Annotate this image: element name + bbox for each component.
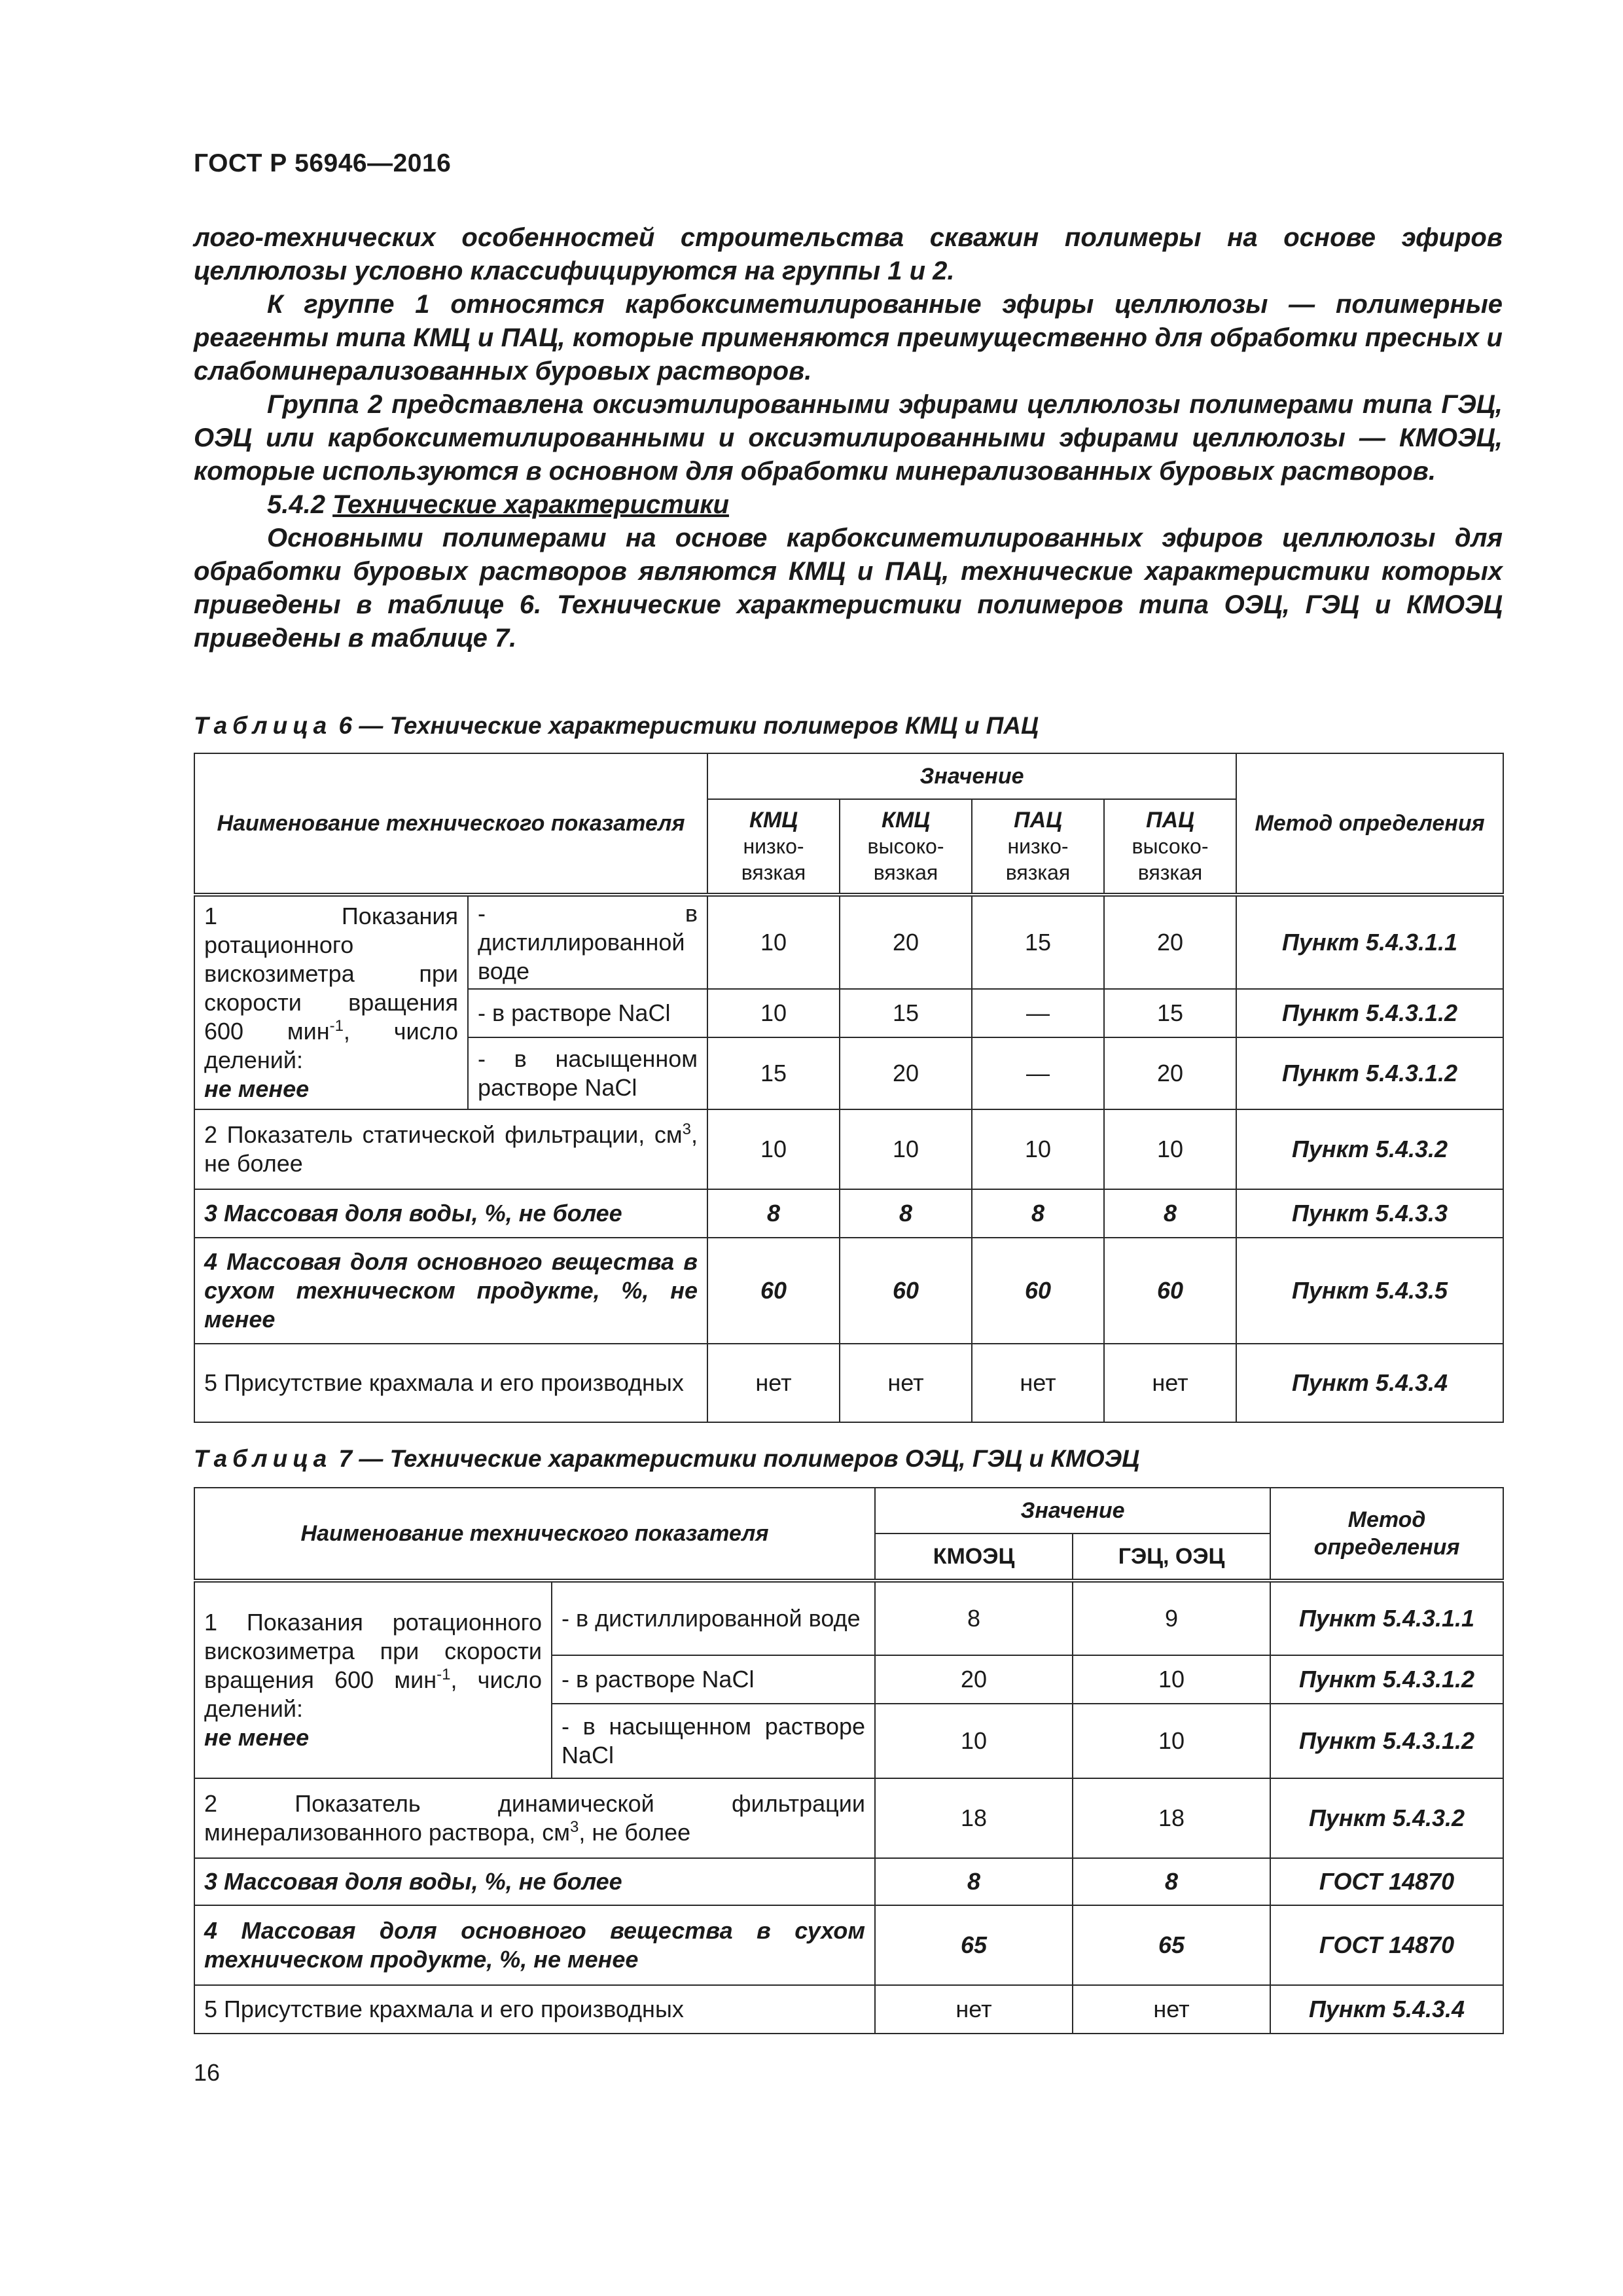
table6-header-value: Значение xyxy=(707,753,1236,799)
table7-row2-label: 2 Показатель динамической фильтрации минерализованного раствора, $см^3$, не более xyxy=(194,1778,875,1858)
table-cell: 9 xyxy=(1073,1581,1270,1655)
method-cell: Пункт 5.4.3.1.2 xyxy=(1236,1037,1503,1109)
table-cell: 10 xyxy=(707,1109,840,1189)
table-cell: 15 xyxy=(840,989,972,1037)
table-cell: 10 xyxy=(972,1109,1104,1189)
method-cell: Пункт 5.4.3.1.2 xyxy=(1270,1704,1503,1778)
table6-row2-label: 2 Показатель статической фильтрации, $см^3$, не более xyxy=(194,1109,707,1189)
method-cell: Пункт 5.4.3.5 xyxy=(1236,1238,1503,1344)
table7-col-kmoec: КМОЭЦ xyxy=(875,1534,1073,1581)
table7-row1-label: 1 Показания ротационного вискозиметра при скорости вращения 600 мин$^{-1}$, число делений: не менее xyxy=(194,1581,552,1778)
table6-row1-label: 1 Показания ротационного вискозиметра при скорости вращения 600 мин$^{-1}$, число делений: не менее xyxy=(194,895,468,1109)
paragraph-3: Группа 2 представлена оксиэтилированными эфирами целлюлозы полимерами типа ГЭЦ, ОЭЦ или карбоксиметилированными и оксиэтилированными эфирами целлюлозы — КМОЭЦ, которые используются в основном для обработки минерализованных буровых растворов. xyxy=(194,390,1503,486)
table7-row5-label: 5 Присутствие крахмала и его производных xyxy=(194,1985,875,2034)
body-text xyxy=(194,221,1503,655)
method-cell: Пункт 5.4.3.2 xyxy=(1270,1778,1503,1858)
table-cell: 8 xyxy=(875,1858,1073,1905)
paragraph-1: лого-технических особенностей строительства скважин полимеры на основе эфиров целлюлозы условно классифицируются на группы 1 и 2. xyxy=(194,223,1503,285)
table-cell: 20 xyxy=(1104,895,1236,989)
table7-caption xyxy=(194,1445,1139,1473)
table6-header-name: Наименование технического показателя xyxy=(194,753,707,895)
table-cell: 8 xyxy=(1104,1189,1236,1238)
table6-col-kmc-high: КМЦ высоко-вязкая xyxy=(840,799,972,895)
method-cell: Пункт 5.4.3.2 xyxy=(1236,1109,1503,1189)
table-cell: 10 xyxy=(1073,1704,1270,1778)
table7-header-name: Наименование технического показателя xyxy=(194,1488,875,1581)
table-cell: 8 xyxy=(1073,1858,1270,1905)
table-cell: 10 xyxy=(707,989,840,1037)
table-cell: нет xyxy=(1104,1344,1236,1422)
table-cell: 15 xyxy=(972,895,1104,989)
table6-caption-text: 6 — Технические характеристики полимеров КМЦ и ПАЦ xyxy=(332,712,1039,739)
table-cell: 18 xyxy=(875,1778,1073,1858)
table6-caption-word: Таблица xyxy=(194,712,332,739)
table7-row1-cond: - в дистиллированной воде xyxy=(552,1581,875,1655)
section-heading xyxy=(194,488,1503,522)
method-cell: Пункт 5.4.3.1.2 xyxy=(1236,989,1503,1037)
table-cell: 60 xyxy=(840,1238,972,1344)
table-cell: 60 xyxy=(707,1238,840,1344)
table-cell: 60 xyxy=(972,1238,1104,1344)
table-cell: 10 xyxy=(707,895,840,989)
table-cell: 65 xyxy=(1073,1905,1270,1985)
table-cell: 20 xyxy=(1104,1037,1236,1109)
table-row xyxy=(194,1985,1503,2034)
table-row xyxy=(194,1109,1503,1189)
table-cell: 10 xyxy=(1073,1655,1270,1704)
table-cell: 18 xyxy=(1073,1778,1270,1858)
method-cell: Пункт 5.4.3.3 xyxy=(1236,1189,1503,1238)
table7-caption-word: Таблица xyxy=(194,1445,332,1472)
table6-col-pac-low: ПАЦ низко-вязкая xyxy=(972,799,1104,895)
table7-row4-label: 4 Массовая доля основного вещества в сухом техническом продукте, %, не менее xyxy=(194,1905,875,1985)
table7-row1-cond: - в насыщенном растворе NaCl xyxy=(552,1704,875,1778)
table7-row1-cond: - в растворе NaCl xyxy=(552,1655,875,1704)
table7-caption-text: 7 — Технические характеристики полимеров ОЭЦ, ГЭЦ и КМОЭЦ xyxy=(332,1445,1140,1472)
table7-col-gec-oec: ГЭЦ, ОЭЦ xyxy=(1073,1534,1270,1581)
document-header: ГОСТ Р 56946—2016 xyxy=(194,149,452,177)
table-row xyxy=(194,1344,1503,1422)
table-cell: нет xyxy=(840,1344,972,1422)
table-row xyxy=(194,1238,1503,1344)
method-cell: ГОСТ 14870 xyxy=(1270,1858,1503,1905)
table7-row3-label: 3 Массовая доля воды, %, не более xyxy=(194,1858,875,1905)
table-cell: нет xyxy=(972,1344,1104,1422)
page-number: 16 xyxy=(194,2059,221,2086)
table-cell: 10 xyxy=(875,1704,1073,1778)
table-cell: 10 xyxy=(1104,1109,1236,1189)
table-6 xyxy=(194,753,1504,1423)
table-cell: — xyxy=(972,1037,1104,1109)
paragraph-2: К группе 1 относятся карбоксиметилированные эфиры целлюлозы — полимерные реагенты типа КМЦ и ПАЦ, которые применяются преимущественно для обработки пресных и слабоминерализованных буровых растворов. xyxy=(194,290,1503,386)
table-cell: нет xyxy=(875,1985,1073,2034)
table-cell: 15 xyxy=(707,1037,840,1109)
table-cell: 10 xyxy=(840,1109,972,1189)
table-cell: нет xyxy=(707,1344,840,1422)
table6-row3-label: 3 Массовая доля воды, %, не более xyxy=(194,1189,707,1238)
table7-header-value: Значение xyxy=(875,1488,1270,1534)
table6-col-pac-high: ПАЦ высоко-вязкая xyxy=(1104,799,1236,895)
paragraph-4: Основными полимерами на основе карбоксиметилированных эфиров целлюлозы для обработки буровых растворов являются КМЦ и ПАЦ, технические характеристики которых приведены в таблице 6. Технические характеристики полимеров типа ОЭЦ, ГЭЦ и КМОЭЦ приведены в таблице 7. xyxy=(194,524,1503,653)
table6-caption xyxy=(194,712,1039,740)
table-cell: 8 xyxy=(707,1189,840,1238)
method-cell: Пункт 5.4.3.4 xyxy=(1270,1985,1503,2034)
method-cell: Пункт 5.4.3.4 xyxy=(1236,1344,1503,1422)
table6-row1-cond: - в насыщенном растворе NaCl xyxy=(468,1037,707,1109)
table6-header-method: Метод определения xyxy=(1236,753,1503,895)
table-cell: нет xyxy=(1073,1985,1270,2034)
table-cell: 20 xyxy=(875,1655,1073,1704)
table-7 xyxy=(194,1487,1504,2034)
table-row xyxy=(194,1189,1503,1238)
table-cell: 20 xyxy=(840,1037,972,1109)
table-row xyxy=(194,1905,1503,1985)
table-cell: — xyxy=(972,989,1104,1037)
table6-row1-cond: - в растворе NaCl xyxy=(468,989,707,1037)
table-row xyxy=(194,1858,1503,1905)
table6-row5-label: 5 Присутствие крахмала и его производных xyxy=(194,1344,707,1422)
table-cell: 8 xyxy=(875,1581,1073,1655)
table6-col-kmc-low: КМЦ низко-вязкая xyxy=(707,799,840,895)
table-row xyxy=(194,895,1503,989)
section-number: 5.4.2 xyxy=(267,490,325,519)
table-cell: 60 xyxy=(1104,1238,1236,1344)
table-cell: 20 xyxy=(840,895,972,989)
table7-header-method: Метод определения xyxy=(1270,1488,1503,1581)
table6-row1-cond: - в дистиллированной воде xyxy=(468,895,707,989)
table-cell: 8 xyxy=(840,1189,972,1238)
method-cell: Пункт 5.4.3.1.1 xyxy=(1270,1581,1503,1655)
table-row xyxy=(194,1778,1503,1858)
method-cell: ГОСТ 14870 xyxy=(1270,1905,1503,1985)
table-cell: 15 xyxy=(1104,989,1236,1037)
method-cell: Пункт 5.4.3.1.1 xyxy=(1236,895,1503,989)
table-cell: 8 xyxy=(972,1189,1104,1238)
table-cell: 65 xyxy=(875,1905,1073,1985)
table6-row4-label: 4 Массовая доля основного вещества в сухом техническом продукте, %, не менее xyxy=(194,1238,707,1344)
table-row xyxy=(194,1581,1503,1655)
section-title: Технические характеристики xyxy=(332,490,729,519)
method-cell: Пункт 5.4.3.1.2 xyxy=(1270,1655,1503,1704)
